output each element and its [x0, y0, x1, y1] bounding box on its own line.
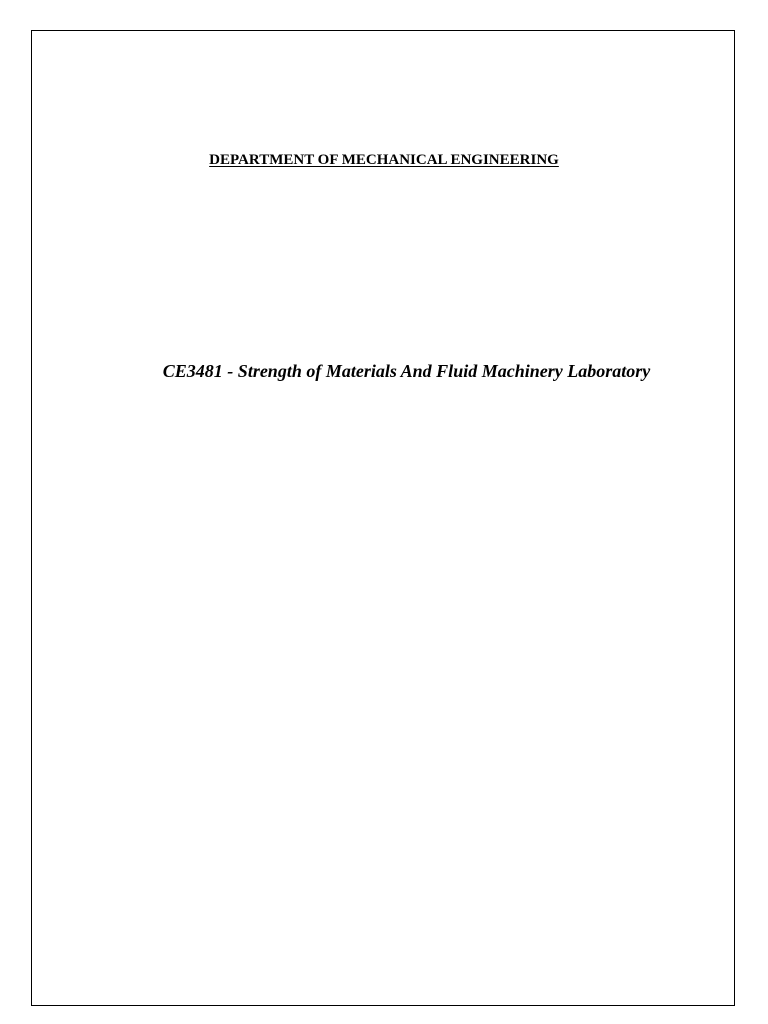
page-border: [31, 30, 735, 1006]
department-heading: DEPARTMENT OF MECHANICAL ENGINEERING: [209, 152, 559, 168]
course-title: CE3481 - Strength of Materials And Fluid Machinery Laboratory: [162, 361, 651, 381]
